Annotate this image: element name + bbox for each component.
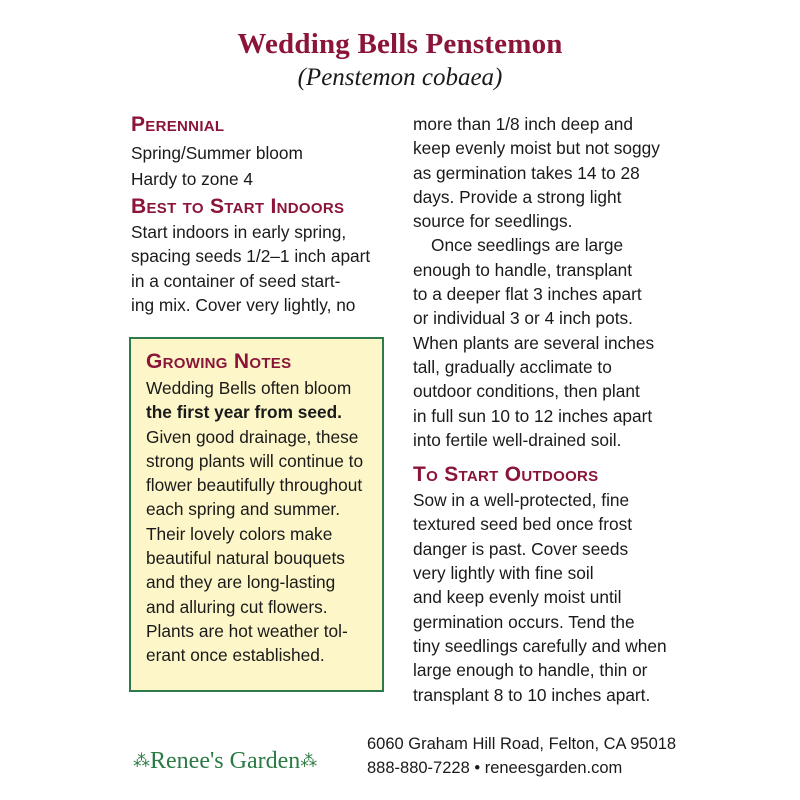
perennial-details xyxy=(131,140,386,192)
left-column xyxy=(131,114,386,317)
text-line: tiny seedlings carefully and when xyxy=(413,635,667,656)
perennial-heading: Perennial xyxy=(131,113,225,136)
text-line: Given good drainage, these xyxy=(146,426,359,447)
text-line: Sow in a well-protected, fine xyxy=(413,490,630,511)
brand-name: Renee's Garden xyxy=(150,748,301,774)
growing-notes-text xyxy=(146,376,363,668)
text-line: very lightly with fine soil xyxy=(413,563,594,584)
start-indoors-heading: Best to Start Indoors xyxy=(131,195,345,218)
text-line: germination occurs. Tend the xyxy=(413,611,635,632)
text-line: danger is past. Cover seeds xyxy=(413,538,629,559)
bloom-season: Spring/Summer bloom xyxy=(131,143,303,163)
text-line: days. Provide a strong light xyxy=(413,186,622,207)
address: 6060 Graham Hill Road, Felton, CA 95018 xyxy=(367,735,677,753)
ornament-icon: ⁂ xyxy=(133,751,150,770)
text-line: transplant 8 to 10 inches apart. xyxy=(413,684,651,705)
text-line: in full sun 10 to 12 inches apart xyxy=(413,405,653,426)
hardiness-zone: Hardy to zone 4 xyxy=(131,169,253,189)
text-line: erant once established. xyxy=(146,645,325,666)
start-outdoors-heading: To Start Outdoors xyxy=(413,463,599,487)
growing-notes-box xyxy=(129,337,384,692)
brand-logo xyxy=(133,748,317,775)
text-line: When plants are several inches xyxy=(413,332,655,353)
text-line: into fertile well-drained soil. xyxy=(413,429,622,450)
ornament-icon: ⁂ xyxy=(300,751,318,770)
botanical-name: (Penstemon cobaea) xyxy=(297,64,503,91)
text-line: enough to handle, transplant xyxy=(413,259,633,280)
text-line: each spring and summer. xyxy=(146,499,341,520)
text-line: ing mix. Cover very lightly, no xyxy=(131,294,356,315)
text-line: textured seed bed once frost xyxy=(413,514,633,535)
text-line: Plants are hot weather tol- xyxy=(146,620,348,641)
text-line: Start indoors in early spring, xyxy=(131,222,347,242)
contact-info xyxy=(367,732,676,780)
text-line: spacing seeds 1/2–1 inch apart xyxy=(131,246,371,267)
text-line: flower beautifully throughout xyxy=(146,475,363,496)
text-line: more than 1/8 inch deep and xyxy=(413,114,634,134)
text-line: to a deeper flat 3 inches apart xyxy=(413,284,642,305)
start-indoors-text-right xyxy=(413,112,688,452)
text-line: and keep evenly moist until xyxy=(413,587,622,608)
page-title: Wedding Bells Penstemon xyxy=(237,28,563,60)
text-line: outdoor conditions, then plant xyxy=(413,381,640,402)
text-line: keep evenly moist but not soggy xyxy=(413,138,660,159)
phone-and-website: 888-880-7228 • reneesgarden.com xyxy=(367,759,623,777)
start-indoors-text-left xyxy=(131,220,386,317)
text-line: tall, gradually acclimate to xyxy=(413,356,612,377)
text-line: strong plants will continue to xyxy=(146,450,364,471)
highlight-text: the first year from seed. xyxy=(146,402,342,423)
growing-notes-heading: Growing Notes xyxy=(146,350,292,373)
text-line: or individual 3 or 4 inch pots. xyxy=(413,308,633,329)
text-line: in a container of seed start- xyxy=(131,270,341,291)
right-column xyxy=(413,112,688,707)
text-line: beautiful natural bouquets xyxy=(146,548,345,569)
text-line: Once seedlings are large xyxy=(431,235,624,256)
text-line: and alluring cut flowers. xyxy=(146,596,328,617)
text-line: large enough to handle, thin or xyxy=(413,660,648,681)
start-outdoors-text xyxy=(413,488,688,707)
text-line: and they are long-lasting xyxy=(146,572,336,593)
text-line: Their lovely colors make xyxy=(146,523,333,544)
text-line: Wedding Bells often bloom xyxy=(146,378,352,398)
text-line: as germination takes 14 to 28 xyxy=(413,162,640,183)
text-line: source for seedlings. xyxy=(413,211,573,232)
